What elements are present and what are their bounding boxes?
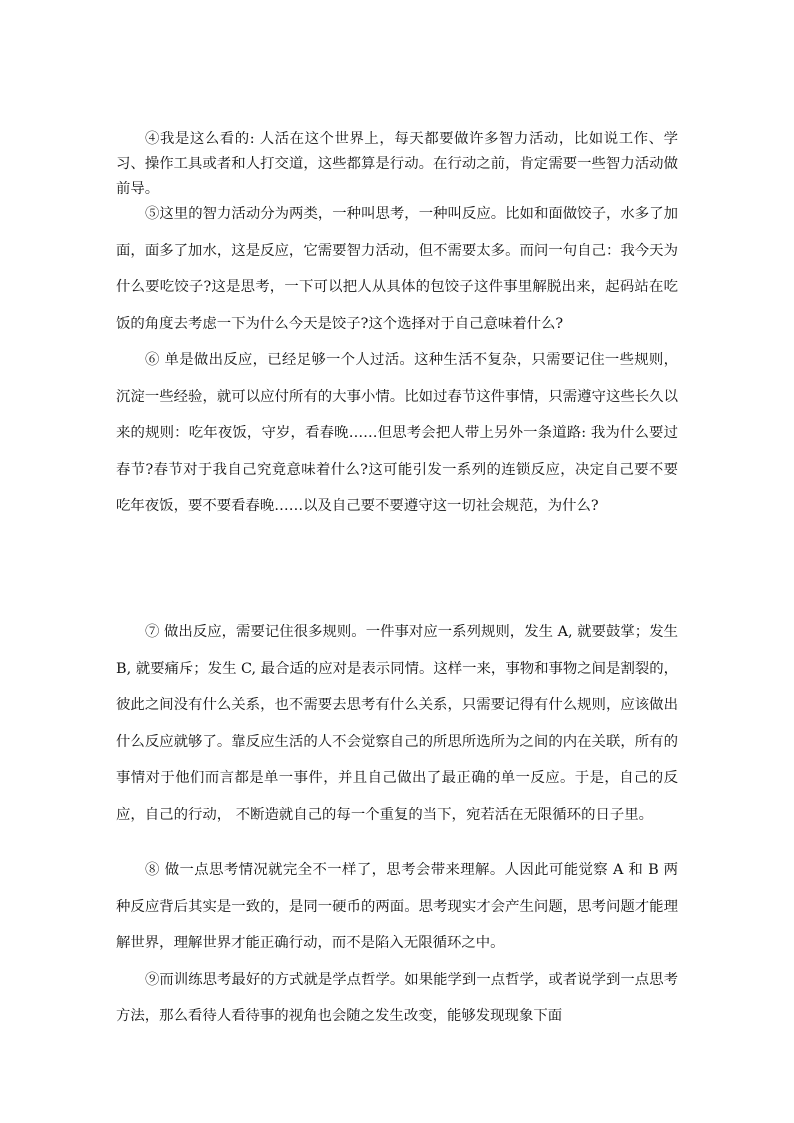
paragraph-6: ⑥ 单是做出反应，已经足够一个人过活。这种生活不复杂，只需要记住一些规则，沉淀一些经验，就可以应付所有的大事小情。比如过春节这件事情，只需遵守这些长久以来的规则：吃年夜饭，守岁，看春晚……但思考会把人带上另外一条道路: 我为什么要过春节?春节对于我自己究竟意味着什么?这可能引发一系列的连锁反应，决定自己要不要吃年夜饭，要不要看春晚……以及自己要不要遵守这一切社会规范，为什么? [116, 352, 678, 514]
paragraph-4: ④我是这么看的: 人活在这个世界上，每天都要做许多智力活动，比如说工作、学习、操作工具或者和人打交道，这些都算是行动。在行动之前，肯定需要一些智力活动做前导。 [116, 131, 678, 197]
paragraph-9: ⑨而训练思考最好的方式就是学点哲学。如果能学到一点哲学，或者说学到一点思考方法，那么看待人看待事的视角也会随之发生改变，能够发现现象下面 [116, 972, 678, 1024]
paragraph-7: ⑦ 做出反应，需要记住很多规则。一件事对应一系列规则，发生 A, 就要鼓掌；发生 B, 就要痛斥；发生 C, 最合适的应对是表示同情。这样一来，事物和事物之间是割裂的，彼此之间没有什么关系，也不需要去思考有什么关系，只需要记得有什么规则，应该做出什么反应就够了。靠反应生活的人不会觉察自己的所思所选所为之间的内在关联，所有的事情对于他们而言都是单一事件，并且自己做出了最正确的单一反应。于是，自己的反应，自己的行动， 不断造就自己的每一个重复的当下，宛若活在无限循环的日子里。 [116, 624, 679, 823]
paragraph-5: ⑤这里的智力活动分为两类，一种叫思考，一种叫反应。比如和面做饺子，水多了加面，面多了加水，这是反应，它需要智力活动，但不需要太多。而问一句自己：我今天为什么要吃饺子?这是思考，一下可以把人从具体的包饺子这件事里解脱出来，起码站在吃饭的角度去考虑一下为什么今天是饺子?这个选择对于自己意味着什么? [116, 206, 678, 332]
paragraph-8: ⑧ 做一点思考情况就完全不一样了，思考会带来理解。人因此可能觉察 A 和 B 两种反应背后其实是一致的，是同一硬币的两面。思考现实才会产生问题，思考问题才能理解世界，理解世界才能正确行动，而不是陷入无限循环之中。 [116, 862, 678, 951]
